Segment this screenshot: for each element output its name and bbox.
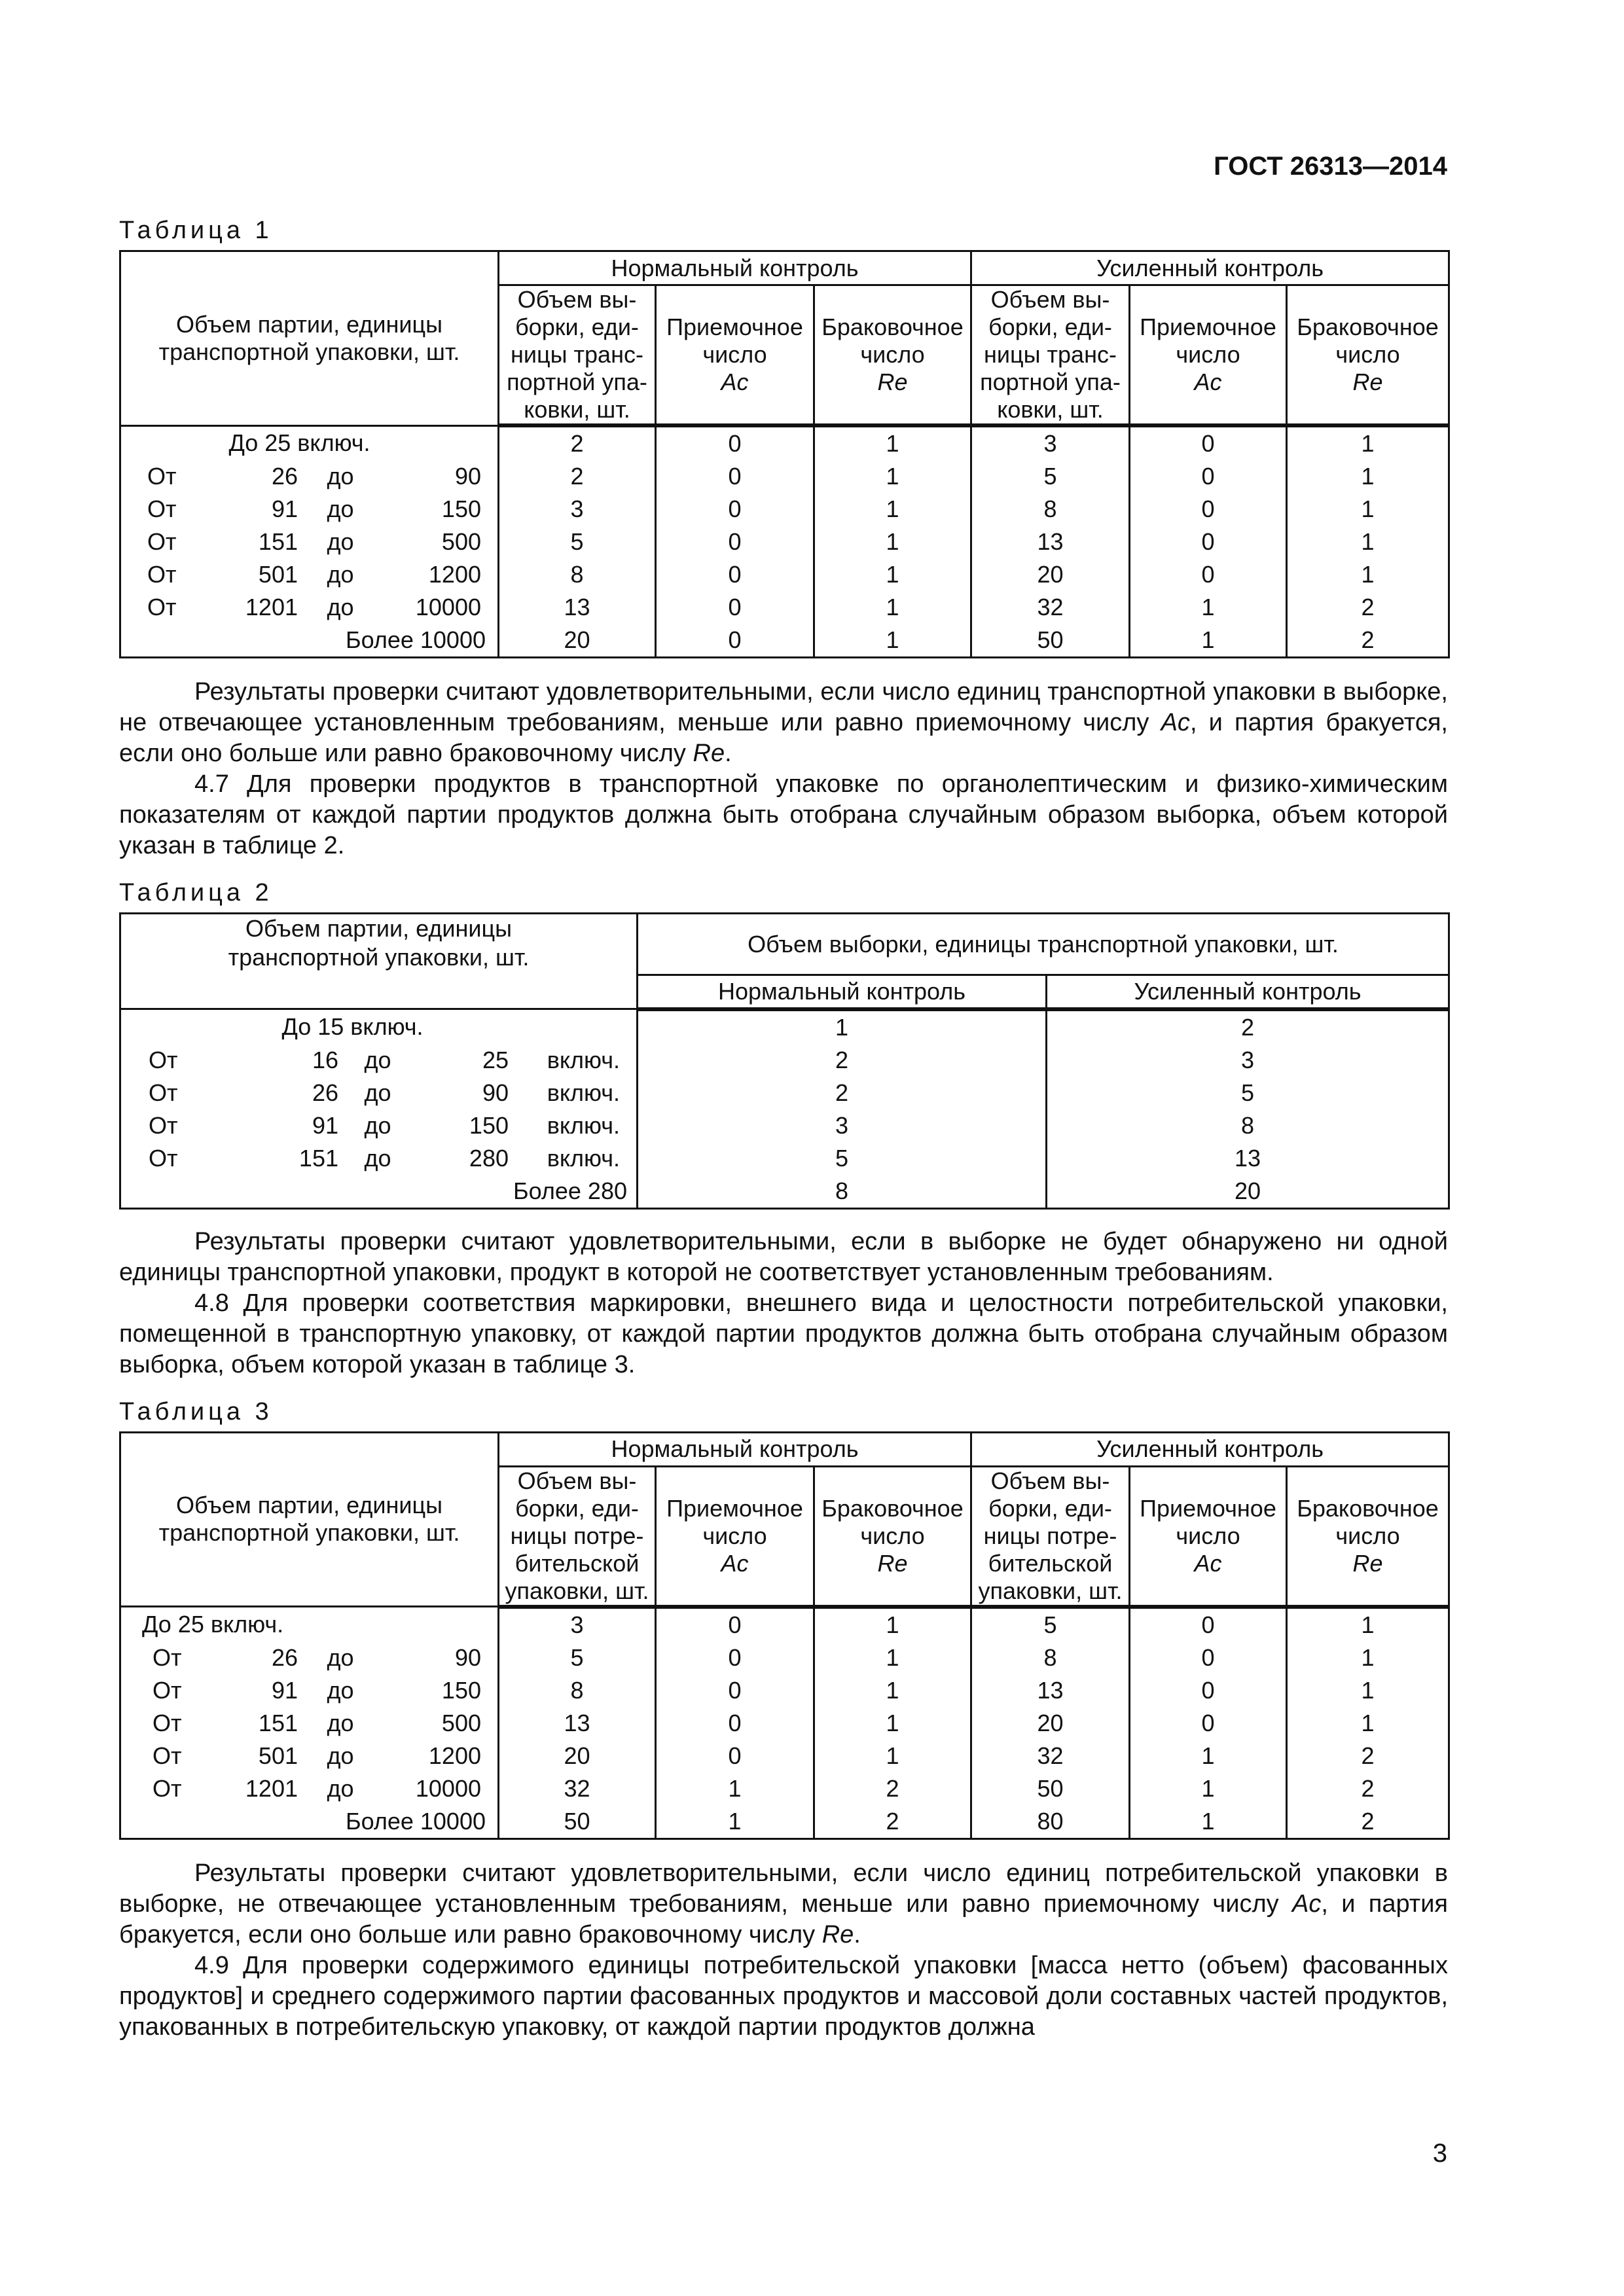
- paragraph-results-3: Результаты проверки считают удовлетворительными, если число единиц потребительской упаковки в выборке, не отвечающее установленным требованиям, меньше или равно приемочному числу Ac, и партия бракуется, если оно больше или равно браковочному числу Re.: [119, 1859, 1448, 1948]
- table-row: Более 10000 20 0 1 50 1 2: [120, 624, 1449, 658]
- table-row: От 26 до 90 включ. 2 5: [120, 1077, 1449, 1109]
- table-row: До 25 включ. 2 0 1 3 0 1: [120, 425, 1449, 460]
- paragraph-4-9: 4.9 Для проверки содержимого единицы потребительской упаковки [масса нетто (объем) фасованных продуктов] и среднего содержимого партии фасованных продуктов и массовой доли составных частей продуктов, упакованных в потребительскую упаковку, от каждой партии продуктов должна: [119, 1951, 1448, 2041]
- table2: [119, 912, 1450, 1210]
- table-row: От 151 до 500 5 0 1 13 0 1: [120, 526, 1449, 558]
- t3-col-ac-tight: Приемочное число Ac: [1130, 1466, 1287, 1607]
- table2-caption: Таблица 2: [119, 879, 273, 906]
- paragraph-4-7: 4.7 Для проверки продуктов в транспортной упаковке по органолептическим и физико-химическим показателям от каждой партии продуктов должна быть отобрана случайным образом выборка, объем которой указан в таблице 2.: [119, 770, 1448, 859]
- table-row: От 151 до 500 13 0 1 20 0 1: [120, 1707, 1449, 1740]
- paragraph-results-1: Результаты проверки считают удовлетворительными, если число единиц транспортной упаковки в выборке, не отвечающее установленным требованиям, меньше или равно приемочному числу Ac, и партия бракуется, если оно больше или равно браковочному числу Re.: [119, 678, 1448, 767]
- table-row: От 16 до 25 включ. 2 3: [120, 1044, 1449, 1077]
- table-row: От 26 до 90 5 0 1 8 0 1: [120, 1641, 1449, 1674]
- t3-group-tight: Усиленный контроль: [971, 1432, 1449, 1466]
- t2-col-tight: Усиленный контроль: [1047, 975, 1449, 1009]
- paragraph-results-2: Результаты проверки считают удовлетворительными, если в выборке не будет обнаружено ни одной единицы транспортной упаковки, продукт в которой не соответствует установленным требованиям.: [119, 1227, 1448, 1286]
- table1: [119, 250, 1450, 658]
- t1-col-ac-normal: Приемочное число Ac: [656, 285, 814, 426]
- table-row: От 1201 до 10000 13 0 1 32 1 2: [120, 591, 1449, 624]
- table-row: От 151 до 280 включ. 5 13: [120, 1142, 1449, 1175]
- table-row: От 91 до 150 включ. 3 8: [120, 1109, 1449, 1142]
- t1-col-sample-normal: Объем вы-борки, еди-ницы транс-портной упа-ковки, шт.: [499, 285, 656, 426]
- t3-col-ac-normal: Приемочное число Ac: [656, 1466, 814, 1607]
- paragraph-4-8: 4.8 Для проверки соответствия маркировки, внешнего вида и целостности потребительской упаковки, помещенной в транспортную упаковку, от каждой партии продуктов должна быть отобрана случайным образом выборка, объем которой указан в таблице 3.: [119, 1289, 1448, 1378]
- page-content: [119, 215, 1448, 2043]
- t3-col-re-tight: Браковочное число Re: [1287, 1466, 1449, 1607]
- table-row: До 25 включ. 3 0 1 5 0 1: [120, 1607, 1449, 1641]
- t3-col-re-normal: Браковочное число Re: [814, 1466, 971, 1607]
- table-row: От 1201 до 10000 32 1 2 50 1 2: [120, 1772, 1449, 1805]
- page-number: 3: [1432, 2139, 1447, 2168]
- table-row: От 26 до 90 2 0 1 5 0 1: [120, 460, 1449, 493]
- t1-col-re-normal: Браковочное число Re: [814, 285, 971, 426]
- t1-col-re-tight: Браковочное число Re: [1287, 285, 1449, 426]
- table3: [119, 1431, 1450, 1840]
- t3-col-sample-tight: Объем вы-борки, еди-ницы потре-бительской упаковки, шт.: [971, 1466, 1130, 1607]
- t1-col-sample-tight: Объем вы-борки, еди-ницы транс-портной упа-ковки, шт.: [971, 285, 1130, 426]
- t1-col-lot: Объем партии, единицы транспортной упаковки, шт.: [120, 251, 499, 426]
- table-row: От 501 до 1200 20 0 1 32 1 2: [120, 1740, 1449, 1772]
- t2-col-normal: Нормальный контроль: [638, 975, 1047, 1009]
- t3-group-normal: Нормальный контроль: [499, 1432, 971, 1466]
- t1-group-tight: Усиленный контроль: [971, 251, 1449, 285]
- table-row: От 91 до 150 8 0 1 13 0 1: [120, 1674, 1449, 1707]
- table3-caption: Таблица 3: [119, 1397, 273, 1426]
- table-row: Более 280 8 20: [120, 1175, 1449, 1209]
- t2-col-lot: Объем партии, единицы транспортной упаковки, шт.: [120, 914, 638, 1009]
- t1-group-normal: Нормальный контроль: [499, 251, 971, 285]
- t3-col-sample-normal: Объем вы-борки, еди-ницы потре-бительской упаковки, шт.: [499, 1466, 656, 1607]
- document-id: ГОСТ 26313—2014: [1214, 152, 1447, 181]
- table1-caption: Таблица 1: [119, 217, 273, 244]
- table-row: Более 10000 50 1 2 80 1 2: [120, 1805, 1449, 1839]
- table-row: До 15 включ. 1 2: [120, 1009, 1449, 1044]
- table-row: От 501 до 1200 8 0 1 20 0 1: [120, 558, 1449, 591]
- table-row: От 91 до 150 3 0 1 8 0 1: [120, 493, 1449, 526]
- t3-col-lot: Объем партии, единицы транспортной упаковки, шт.: [120, 1432, 499, 1607]
- t2-col-sample: Объем выборки, единицы транспортной упаковки, шт.: [638, 914, 1449, 975]
- t1-col-ac-tight: Приемочное число Ac: [1130, 285, 1287, 426]
